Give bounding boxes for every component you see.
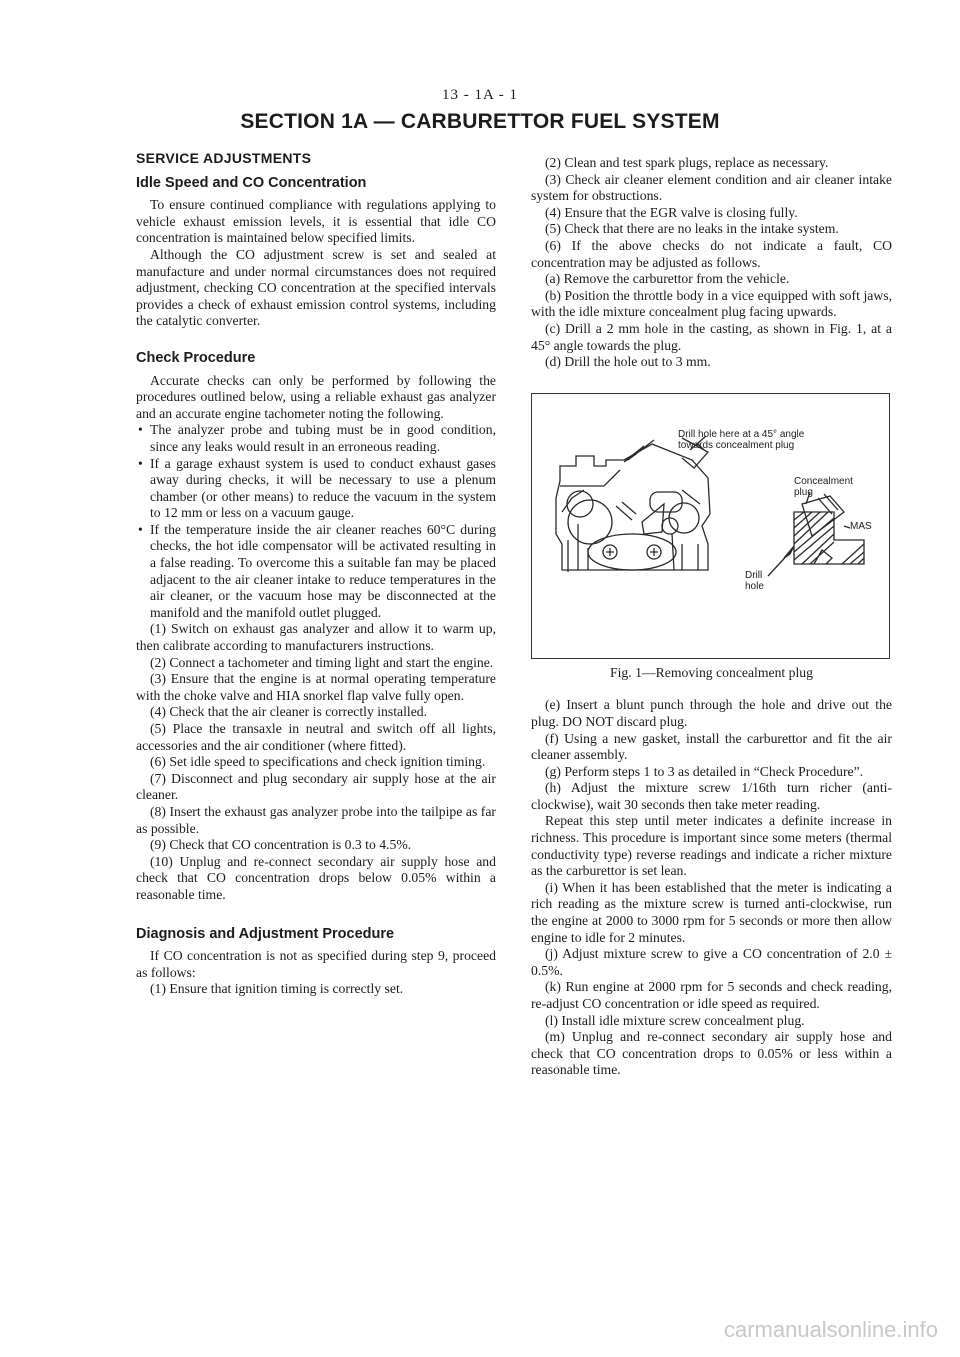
step: (g) Perform steps 1 to 3 as detailed in “Check Procedure”. [545,763,864,779]
step: (m) Unplug and re-connect secondary air supply hose and check that CO concentration drops to 0.05% or less within a reasonable time. [531,1029,892,1078]
step: (4) Ensure that the EGR valve is closing fully. [545,204,798,220]
list-item: • If the temperature inside the air cleaner reaches 60°C during checks, the hot idle compensator will be activated resulting in a false reading. To overcome this a suitable fan may be placed adjacent to the air cleaner intake to reduce temperatures in the air cleaner, or the vacuum hose may be disconnected at the manifold and the manifold outlet plugged. [136,522,496,622]
list-item: • The analyzer probe and tubing must be in good condition, since any leaks would result in an erroneous reading. [136,422,496,455]
step: (6) Set idle speed to specifications and check ignition timing. [150,754,486,770]
step: (7) Disconnect and plug secondary air supply hose at the air cleaner. [136,770,496,803]
figure-label-drill-hole [745,570,764,592]
step: (f) Using a new gasket, install the carburettor and fit the air cleaner assembly. [531,730,892,763]
list-item: • If a garage exhaust system is used to conduct exhaust gases away during checks, it will be necessary to use a plenum chamber (or other means) to reduce the vacuum in the system to 12 mm or less on a vacuum gauge. [136,456,496,522]
page-number: 13 - 1A - 1 [442,87,518,103]
figure-label-mas: MAS [850,520,872,532]
step: (6) If the above checks do not indicate a fault, CO concentration may be adjusted as follows. [531,237,892,270]
step: (k) Run engine at 2000 rpm for 5 seconds and check reading, re-adjust CO concentration or idle speed as required. [531,979,892,1011]
left-column [136,150,496,998]
step: (l) Install idle mixture screw concealment plug. [545,1012,805,1028]
bullet-list [136,422,496,621]
step: (e) Insert a blunt punch through the hole and drive out the plug. DO NOT discard plug. [531,697,892,729]
step: (j) Adjust mixture screw to give a CO concentration of 2.0 ± 0.5%. [531,946,892,978]
section-title: SECTION 1A — CARBURETTOR FUEL SYSTEM [240,110,720,133]
step: (1) Switch on exhaust gas analyzer and allow it to warm up, then calibrate according to manufacturers instructions. [136,621,496,654]
paragraph: Accurate checks can only be performed by following the procedures outlined below, using a reliable exhaust gas analyzer and an accurate engine tachometer noting the following. [136,372,496,421]
step: (b) Position the throttle body in a vice equipped with soft jaws, with the idle mixture concealment plug facing upwards. [531,287,892,320]
figure-caption: Fig. 1—Removing concealment plug [609,664,813,680]
figure-label-line: Drill [745,569,763,581]
right-column [531,155,892,1079]
step: (c) Drill a 2 mm hole in the casting, as shown in Fig. 1, at a 45° angle towards the plug. [531,320,892,353]
step: (10) Unplug and re-connect secondary air supply hose and check that CO concentration drops below 0.05% within a reasonable time. [136,853,496,902]
step: (4) Check that the air cleaner is correctly installed. [150,704,428,720]
figure-label-line: Concealment [794,475,853,487]
figure-label-line: towards concealment plug [678,439,795,451]
step: (3) Check air cleaner element condition and air cleaner intake system for obstructions. [531,171,892,204]
step: (a) Remove the carburettor from the vehicle. [545,271,790,287]
step: (d) Drill the hole out to 3 mm. [545,354,711,370]
step: (5) Place the transaxle in neutral and switch off all lights, accessories and the air conditioner (where fitted). [136,721,496,753]
service-adjustments-heading: SERVICE ADJUSTMENTS [136,150,312,166]
figure-label-line: hole [745,580,764,592]
check-procedure-heading: Check Procedure [136,349,256,366]
step: (2) Connect a tachometer and timing light and start the engine. [150,654,494,670]
step: (i) When it has been established that the meter is indicating a rich reading as the mixture screw is turned anti-clockwise, run the engine at 2000 to 3000 rpm for 5 seconds or more then allow engine to idle for 2 minutes. [531,879,892,945]
step: (3) Ensure that the engine is at normal operating temperature with the choke valve and HIA snorkel flap valve fully open. [136,671,496,703]
step: (2) Clean and test spark plugs, replace as necessary. [545,155,829,170]
step: (h) Adjust the mixture screw 1/16th turn richer (anti-clockwise), wait 30 seconds then take meter reading. [531,780,892,812]
paragraph: Although the CO adjustment screw is set and sealed at manufacture and under normal circumstances does not required adjustment, checking CO concentration at the specified intervals provides a check of exhaust emission control systems, including the catalytic converter. [136,246,496,329]
figure-label-drill-here [678,429,804,451]
figure-label-concealment-plug [794,476,853,498]
watermark: carmanualsonline.info [723,1317,938,1342]
figure-label-line: Drill hole here at a 45° angle [678,428,805,440]
step: (8) Insert the exhaust gas analyzer probe into the tailpipe as far as possible. [136,803,496,836]
step: (9) Check that CO concentration is 0.3 to 4.5%. [150,837,412,853]
diagnosis-heading: Diagnosis and Adjustment Procedure [136,925,395,942]
step: (5) Check that there are no leaks in the intake system. [545,221,839,237]
step: Repeat this step until meter indicates a definite increase in richness. This procedure is important since some meters (thermal conductivity type) reverse readings and indicate a richer mixture as the carburettor is set lean. [531,813,892,879]
step: (1) Ensure that ignition timing is correctly set. [150,981,404,997]
paragraph: To ensure continued compliance with regulations applying to vehicle exhaust emission levels, it is essential that idle CO concentration is maintained below specified limits. [136,197,496,246]
paragraph: If CO concentration is not as specified during step 9, proceed as follows: [136,948,496,980]
figure-label-line: plug [794,486,813,498]
idle-speed-heading: Idle Speed and CO Concentration [136,174,367,191]
figure-removing-concealment-plug [531,393,890,659]
